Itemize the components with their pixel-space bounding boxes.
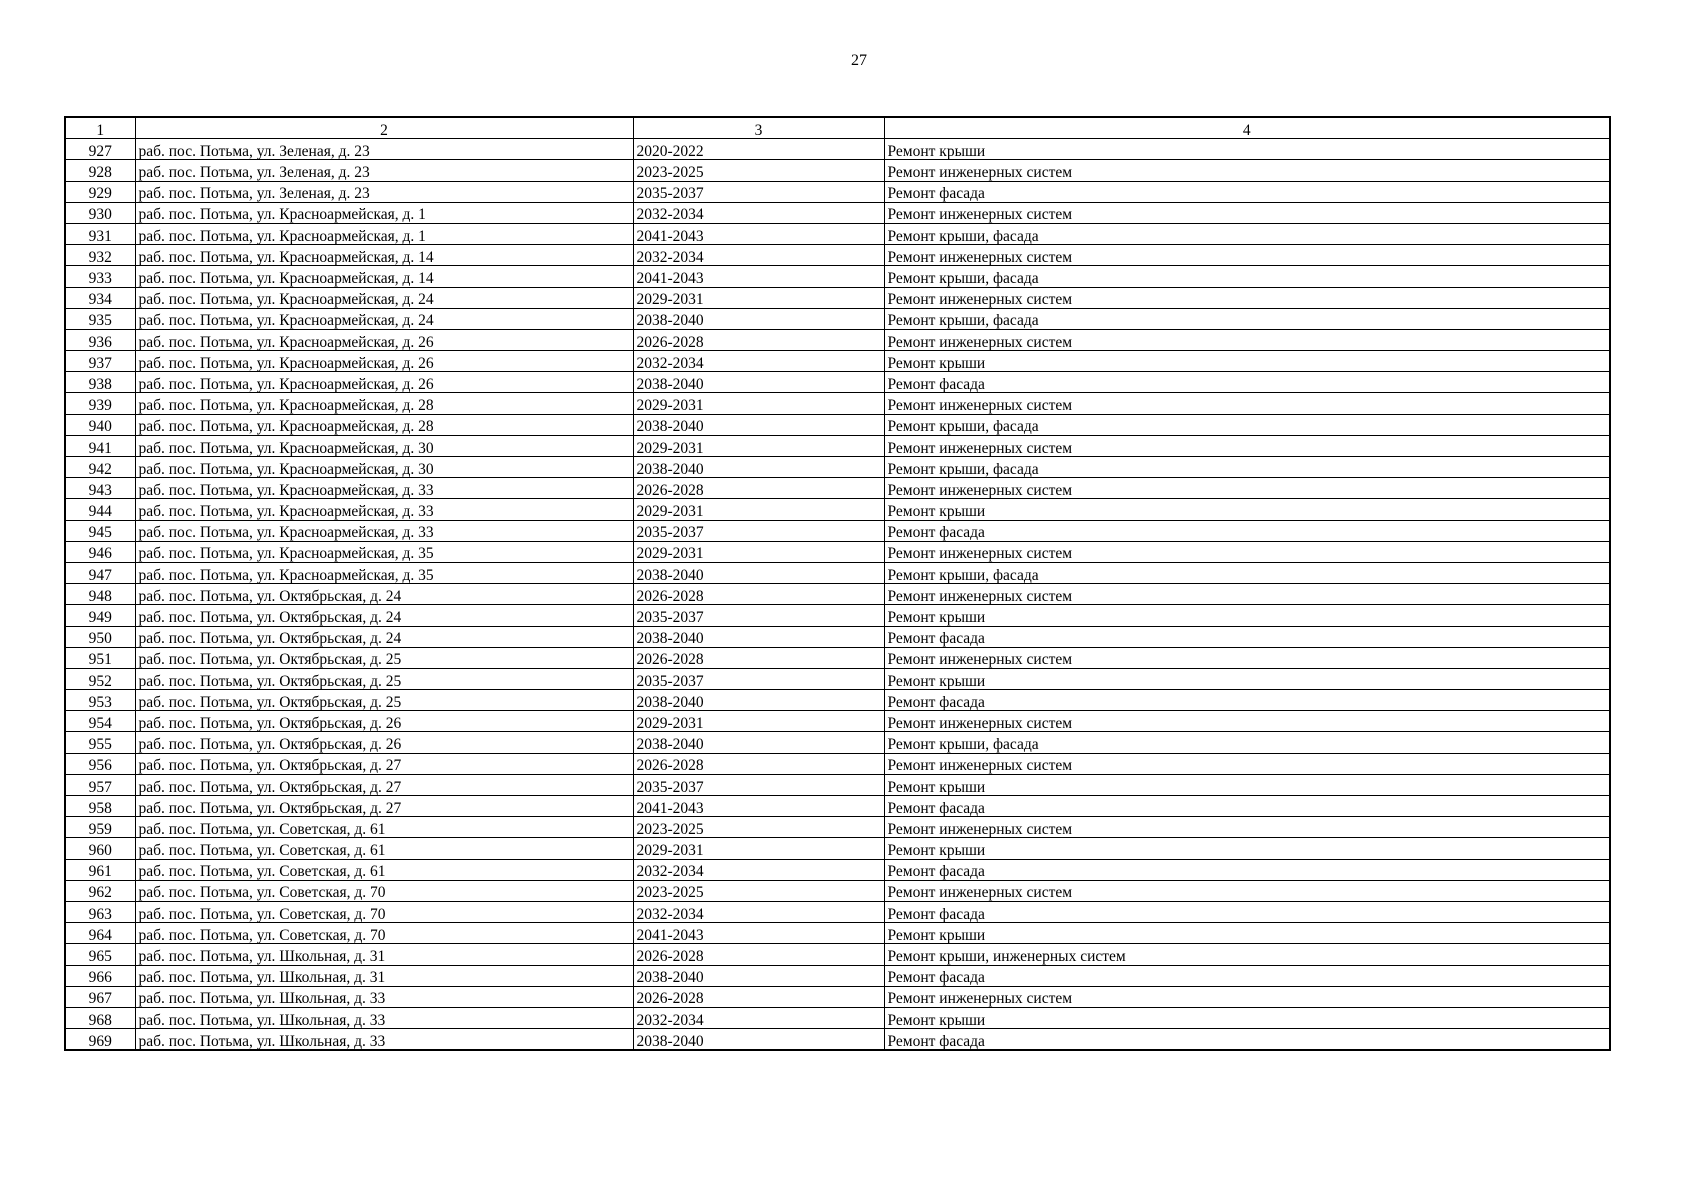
row-number: 935: [65, 308, 135, 329]
row-number: 940: [65, 414, 135, 435]
address-cell: раб. пос. Потьма, ул. Октябрьская, д. 25: [135, 668, 633, 689]
work-type-cell: Ремонт инженерных систем: [884, 541, 1610, 562]
period-cell: 2041-2043: [633, 923, 884, 944]
work-type-cell: Ремонт крыши: [884, 774, 1610, 795]
work-type-cell: Ремонт инженерных систем: [884, 817, 1610, 838]
row-number: 947: [65, 562, 135, 583]
row-number: 959: [65, 817, 135, 838]
table-row: [65, 584, 1610, 605]
work-type-cell: Ремонт инженерных систем: [884, 753, 1610, 774]
work-type-cell: Ремонт инженерных систем: [884, 329, 1610, 350]
row-number: 928: [65, 160, 135, 181]
address-cell: раб. пос. Потьма, ул. Красноармейская, д. 24: [135, 308, 633, 329]
row-number: 933: [65, 266, 135, 287]
table-row: [65, 901, 1610, 922]
row-number: 945: [65, 520, 135, 541]
row-number: 949: [65, 605, 135, 626]
period-cell: 2038-2040: [633, 732, 884, 753]
address-cell: раб. пос. Потьма, ул. Советская, д. 70: [135, 880, 633, 901]
row-number: 967: [65, 986, 135, 1007]
period-cell: 2032-2034: [633, 245, 884, 266]
row-number: 936: [65, 329, 135, 350]
table-row: [65, 944, 1610, 965]
address-cell: раб. пос. Потьма, ул. Советская, д. 70: [135, 923, 633, 944]
address-cell: раб. пос. Потьма, ул. Красноармейская, д. 30: [135, 457, 633, 478]
table-body: [65, 139, 1610, 1051]
table-row: [65, 986, 1610, 1007]
row-number: 958: [65, 796, 135, 817]
period-cell: 2038-2040: [633, 562, 884, 583]
table-row: [65, 923, 1610, 944]
table-row: [65, 796, 1610, 817]
work-type-cell: Ремонт крыши, фасада: [884, 732, 1610, 753]
work-type-cell: Ремонт инженерных систем: [884, 287, 1610, 308]
address-cell: раб. пос. Потьма, ул. Красноармейская, д. 26: [135, 372, 633, 393]
address-cell: раб. пос. Потьма, ул. Красноармейская, д. 30: [135, 435, 633, 456]
table-row: [65, 880, 1610, 901]
period-cell: 2023-2025: [633, 880, 884, 901]
address-cell: раб. пос. Потьма, ул. Красноармейская, д. 26: [135, 329, 633, 350]
work-type-cell: Ремонт крыши, инженерных систем: [884, 944, 1610, 965]
work-type-cell: Ремонт фасада: [884, 796, 1610, 817]
row-number: 955: [65, 732, 135, 753]
table-row: [65, 753, 1610, 774]
period-cell: 2026-2028: [633, 986, 884, 1007]
work-type-cell: Ремонт инженерных систем: [884, 202, 1610, 223]
address-cell: раб. пос. Потьма, ул. Октябрьская, д. 25: [135, 647, 633, 668]
row-number: 968: [65, 1007, 135, 1028]
work-type-cell: Ремонт инженерных систем: [884, 647, 1610, 668]
column-header-3: 3: [633, 117, 884, 139]
table-header: [65, 117, 1610, 139]
column-header-4: 4: [884, 117, 1610, 139]
address-cell: раб. пос. Потьма, ул. Советская, д. 61: [135, 838, 633, 859]
table-row: [65, 732, 1610, 753]
table-row: [65, 245, 1610, 266]
row-number: 934: [65, 287, 135, 308]
address-cell: раб. пос. Потьма, ул. Красноармейская, д. 33: [135, 478, 633, 499]
address-cell: раб. пос. Потьма, ул. Октябрьская, д. 25: [135, 690, 633, 711]
table-row: [65, 308, 1610, 329]
address-cell: раб. пос. Потьма, ул. Октябрьская, д. 27: [135, 753, 633, 774]
period-cell: 2038-2040: [633, 690, 884, 711]
repair-schedule-table: [64, 116, 1611, 1051]
table-row: [65, 1007, 1610, 1028]
period-cell: 2023-2025: [633, 160, 884, 181]
work-type-cell: Ремонт крыши: [884, 351, 1610, 372]
row-number: 957: [65, 774, 135, 795]
header-row: [65, 117, 1610, 139]
work-type-cell: Ремонт инженерных систем: [884, 393, 1610, 414]
work-type-cell: Ремонт фасада: [884, 1029, 1610, 1051]
table-row: [65, 266, 1610, 287]
work-type-cell: Ремонт крыши: [884, 605, 1610, 626]
period-cell: 2026-2028: [633, 478, 884, 499]
period-cell: 2026-2028: [633, 584, 884, 605]
period-cell: 2029-2031: [633, 435, 884, 456]
address-cell: раб. пос. Потьма, ул. Октябрьская, д. 26: [135, 711, 633, 732]
period-cell: 2029-2031: [633, 393, 884, 414]
work-type-cell: Ремонт фасада: [884, 690, 1610, 711]
work-type-cell: Ремонт фасада: [884, 965, 1610, 986]
address-cell: раб. пос. Потьма, ул. Школьная, д. 33: [135, 1029, 633, 1051]
table-row: [65, 965, 1610, 986]
row-number: 943: [65, 478, 135, 499]
address-cell: раб. пос. Потьма, ул. Советская, д. 70: [135, 901, 633, 922]
table-row: [65, 541, 1610, 562]
work-type-cell: Ремонт фасада: [884, 626, 1610, 647]
row-number: 942: [65, 457, 135, 478]
row-number: 930: [65, 202, 135, 223]
work-type-cell: Ремонт инженерных систем: [884, 986, 1610, 1007]
address-cell: раб. пос. Потьма, ул. Октябрьская, д. 26: [135, 732, 633, 753]
table-row: [65, 668, 1610, 689]
work-type-cell: Ремонт крыши, фасада: [884, 223, 1610, 244]
period-cell: 2029-2031: [633, 287, 884, 308]
address-cell: раб. пос. Потьма, ул. Октябрьская, д. 27: [135, 796, 633, 817]
address-cell: раб. пос. Потьма, ул. Школьная, д. 33: [135, 986, 633, 1007]
table-row: [65, 435, 1610, 456]
work-type-cell: Ремонт фасада: [884, 181, 1610, 202]
period-cell: 2038-2040: [633, 372, 884, 393]
table-row: [65, 817, 1610, 838]
address-cell: раб. пос. Потьма, ул. Красноармейская, д. 14: [135, 245, 633, 266]
address-cell: раб. пос. Потьма, ул. Красноармейская, д. 33: [135, 499, 633, 520]
work-type-cell: Ремонт инженерных систем: [884, 584, 1610, 605]
work-type-cell: Ремонт крыши, фасада: [884, 414, 1610, 435]
work-type-cell: Ремонт инженерных систем: [884, 160, 1610, 181]
table-row: [65, 287, 1610, 308]
table-row: [65, 457, 1610, 478]
address-cell: раб. пос. Потьма, ул. Советская, д. 61: [135, 817, 633, 838]
table-row: [65, 478, 1610, 499]
row-number: 932: [65, 245, 135, 266]
row-number: 927: [65, 139, 135, 160]
period-cell: 2035-2037: [633, 520, 884, 541]
work-type-cell: Ремонт крыши: [884, 668, 1610, 689]
row-number: 938: [65, 372, 135, 393]
work-type-cell: Ремонт крыши, фасада: [884, 457, 1610, 478]
work-type-cell: Ремонт фасада: [884, 520, 1610, 541]
row-number: 939: [65, 393, 135, 414]
period-cell: 2026-2028: [633, 944, 884, 965]
period-cell: 2032-2034: [633, 351, 884, 372]
period-cell: 2032-2034: [633, 859, 884, 880]
period-cell: 2038-2040: [633, 308, 884, 329]
table-row: [65, 859, 1610, 880]
period-cell: 2032-2034: [633, 202, 884, 223]
period-cell: 2038-2040: [633, 414, 884, 435]
table-row: [65, 838, 1610, 859]
row-number: 952: [65, 668, 135, 689]
work-type-cell: Ремонт крыши: [884, 499, 1610, 520]
period-cell: 2029-2031: [633, 838, 884, 859]
table-row: [65, 774, 1610, 795]
period-cell: 2038-2040: [633, 457, 884, 478]
period-cell: 2041-2043: [633, 796, 884, 817]
period-cell: 2038-2040: [633, 965, 884, 986]
row-number: 944: [65, 499, 135, 520]
work-type-cell: Ремонт инженерных систем: [884, 478, 1610, 499]
table-row: [65, 139, 1610, 160]
period-cell: 2035-2037: [633, 605, 884, 626]
work-type-cell: Ремонт фасада: [884, 859, 1610, 880]
period-cell: 2041-2043: [633, 223, 884, 244]
period-cell: 2032-2034: [633, 901, 884, 922]
address-cell: раб. пос. Потьма, ул. Красноармейская, д. 33: [135, 520, 633, 541]
work-type-cell: Ремонт крыши: [884, 923, 1610, 944]
column-header-1: 1: [65, 117, 135, 139]
period-cell: 2029-2031: [633, 711, 884, 732]
work-type-cell: Ремонт крыши: [884, 838, 1610, 859]
address-cell: раб. пос. Потьма, ул. Школьная, д. 31: [135, 944, 633, 965]
table-row: [65, 372, 1610, 393]
table-row: [65, 160, 1610, 181]
table-row: [65, 605, 1610, 626]
column-header-2: 2: [135, 117, 633, 139]
work-type-cell: Ремонт инженерных систем: [884, 880, 1610, 901]
address-cell: раб. пос. Потьма, ул. Зеленая, д. 23: [135, 139, 633, 160]
address-cell: раб. пос. Потьма, ул. Красноармейская, д. 1: [135, 223, 633, 244]
table-row: [65, 520, 1610, 541]
address-cell: раб. пос. Потьма, ул. Зеленая, д. 23: [135, 160, 633, 181]
period-cell: 2029-2031: [633, 499, 884, 520]
address-cell: раб. пос. Потьма, ул. Красноармейская, д. 28: [135, 414, 633, 435]
address-cell: раб. пос. Потьма, ул. Красноармейская, д. 24: [135, 287, 633, 308]
row-number: 948: [65, 584, 135, 605]
address-cell: раб. пос. Потьма, ул. Красноармейская, д. 35: [135, 541, 633, 562]
address-cell: раб. пос. Потьма, ул. Школьная, д. 31: [135, 965, 633, 986]
page-number: 27: [851, 52, 867, 69]
table-row: [65, 562, 1610, 583]
table-row: [65, 647, 1610, 668]
row-number: 956: [65, 753, 135, 774]
period-cell: 2041-2043: [633, 266, 884, 287]
row-number: 946: [65, 541, 135, 562]
period-cell: 2026-2028: [633, 647, 884, 668]
table-row: [65, 499, 1610, 520]
address-cell: раб. пос. Потьма, ул. Школьная, д. 33: [135, 1007, 633, 1028]
address-cell: раб. пос. Потьма, ул. Октябрьская, д. 24: [135, 584, 633, 605]
work-type-cell: Ремонт инженерных систем: [884, 435, 1610, 456]
table-row: [65, 626, 1610, 647]
period-cell: 2026-2028: [633, 753, 884, 774]
work-type-cell: Ремонт инженерных систем: [884, 711, 1610, 732]
period-cell: 2038-2040: [633, 1029, 884, 1051]
row-number: 966: [65, 965, 135, 986]
address-cell: раб. пос. Потьма, ул. Красноармейская, д. 28: [135, 393, 633, 414]
row-number: 964: [65, 923, 135, 944]
work-type-cell: Ремонт крыши: [884, 139, 1610, 160]
table-row: [65, 414, 1610, 435]
row-number: 969: [65, 1029, 135, 1051]
period-cell: 2038-2040: [633, 626, 884, 647]
period-cell: 2020-2022: [633, 139, 884, 160]
row-number: 954: [65, 711, 135, 732]
work-type-cell: Ремонт крыши, фасада: [884, 308, 1610, 329]
row-number: 961: [65, 859, 135, 880]
row-number: 931: [65, 223, 135, 244]
period-cell: 2026-2028: [633, 329, 884, 350]
address-cell: раб. пос. Потьма, ул. Красноармейская, д. 35: [135, 562, 633, 583]
table-row: [65, 202, 1610, 223]
row-number: 960: [65, 838, 135, 859]
work-type-cell: Ремонт крыши, фасада: [884, 562, 1610, 583]
row-number: 951: [65, 647, 135, 668]
address-cell: раб. пос. Потьма, ул. Октябрьская, д. 24: [135, 605, 633, 626]
row-number: 937: [65, 351, 135, 372]
table-row: [65, 223, 1610, 244]
period-cell: 2023-2025: [633, 817, 884, 838]
work-type-cell: Ремонт крыши: [884, 1007, 1610, 1028]
address-cell: раб. пос. Потьма, ул. Октябрьская, д. 24: [135, 626, 633, 647]
address-cell: раб. пос. Потьма, ул. Октябрьская, д. 27: [135, 774, 633, 795]
row-number: 953: [65, 690, 135, 711]
row-number: 962: [65, 880, 135, 901]
address-cell: раб. пос. Потьма, ул. Зеленая, д. 23: [135, 181, 633, 202]
work-type-cell: Ремонт крыши, фасада: [884, 266, 1610, 287]
row-number: 929: [65, 181, 135, 202]
period-cell: 2035-2037: [633, 668, 884, 689]
period-cell: 2032-2034: [633, 1007, 884, 1028]
table-row: [65, 351, 1610, 372]
table-row: [65, 711, 1610, 732]
table-row: [65, 329, 1610, 350]
period-cell: 2029-2031: [633, 541, 884, 562]
work-type-cell: Ремонт фасада: [884, 372, 1610, 393]
row-number: 963: [65, 901, 135, 922]
address-cell: раб. пос. Потьма, ул. Красноармейская, д. 1: [135, 202, 633, 223]
row-number: 965: [65, 944, 135, 965]
period-cell: 2035-2037: [633, 181, 884, 202]
table-row: [65, 181, 1610, 202]
table-row: [65, 690, 1610, 711]
table-row: [65, 393, 1610, 414]
table-row: [65, 1029, 1610, 1051]
row-number: 950: [65, 626, 135, 647]
address-cell: раб. пос. Потьма, ул. Советская, д. 61: [135, 859, 633, 880]
row-number: 941: [65, 435, 135, 456]
work-type-cell: Ремонт инженерных систем: [884, 245, 1610, 266]
work-type-cell: Ремонт фасада: [884, 901, 1610, 922]
address-cell: раб. пос. Потьма, ул. Красноармейская, д. 26: [135, 351, 633, 372]
address-cell: раб. пос. Потьма, ул. Красноармейская, д. 14: [135, 266, 633, 287]
period-cell: 2035-2037: [633, 774, 884, 795]
